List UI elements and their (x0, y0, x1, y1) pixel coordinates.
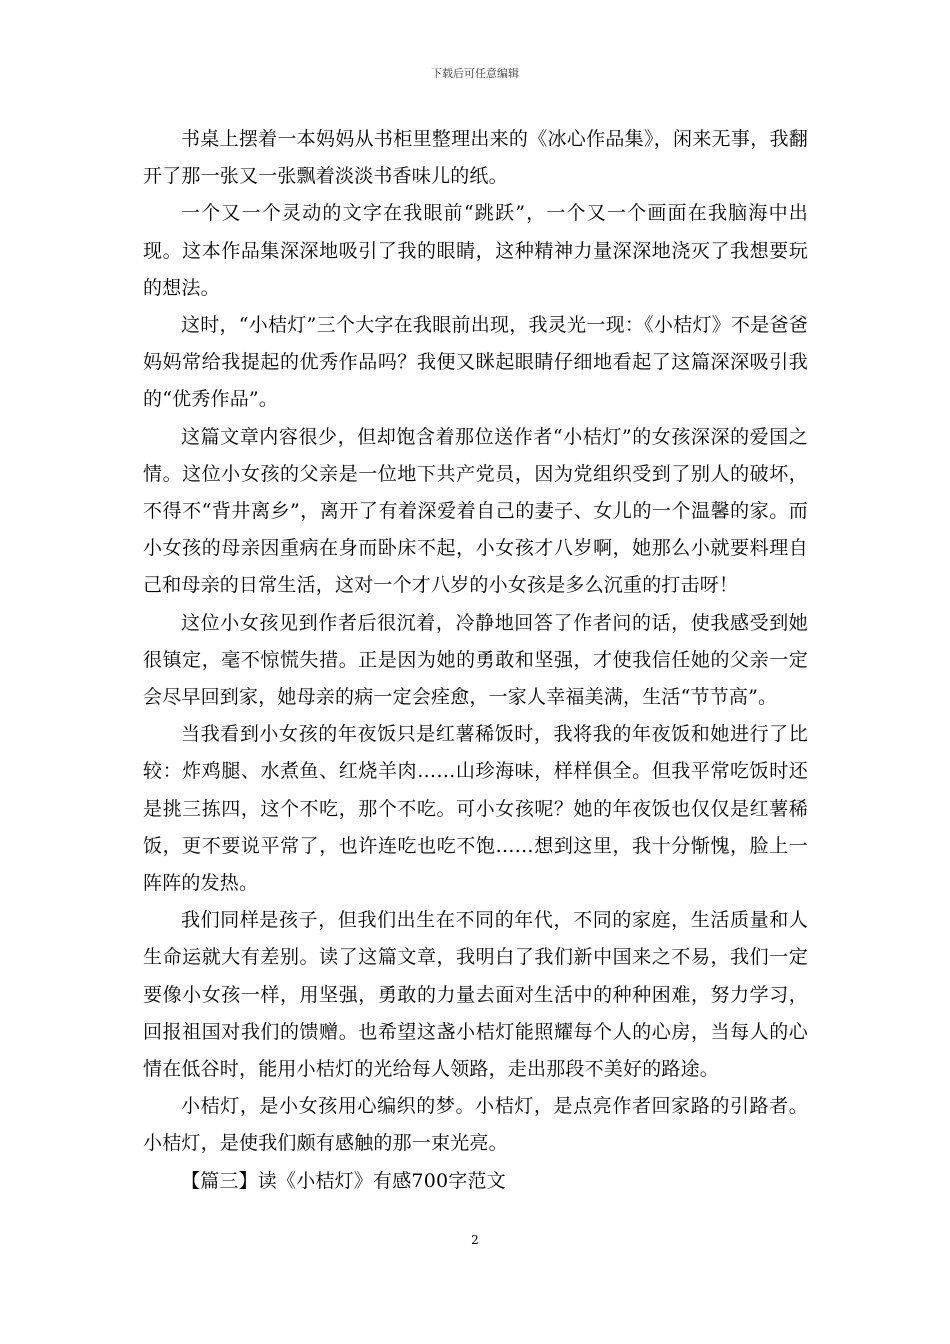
section-heading: 【篇三】读《小桔灯》有感700字范文 (181, 1169, 506, 1192)
paragraph-1: 书桌上摆着一本妈妈从书柜里整理出来的《冰心作品集》，闲来无事，我翻开了那一张又一张飘着淡淡书香味儿的纸。 (143, 128, 808, 188)
page-number: 2 (471, 1233, 479, 1247)
paragraph-8: 小桔灯，是小女孩用心编织的梦。小桔灯，是点亮作者回家路的引路者。小桔灯，是使我们颇有感触的那一束光亮。 (143, 1095, 808, 1155)
paragraph-7: 我们同样是孩子，但我们出生在不同的年代，不同的家庭，生活质量和人生命运就大有差别。读了这篇文章，我明白了我们新中国来之不易，我们一定要像小女孩一样，用坚强，勇敢的力量去面对生活中的种种困难，努力学习，回报祖国对我们的馈赠。也希望这盏小桔灯能照耀每个人的心房，当每人的心情在低谷时，能用小桔灯的光给每人领路，走出那段不美好的路途。 (143, 909, 808, 1081)
page-header: 下载后可任意编辑 (431, 67, 519, 80)
paragraph-2: 一个又一个灵动的文字在我眼前“跳跃”，一个又一个画面在我脑海中出现。这本作品集深深地吸引了我的眼睛，这种精神力量深深地浇灭了我想要玩的想法。 (143, 202, 808, 299)
paragraph-5: 这位小女孩见到作者后很沉着，冷静地回答了作者问的话，使我感受到她很镇定，毫不惊慌失措。正是因为她的勇敢和坚强，才使我信任她的父亲一定会尽早回到家，她母亲的病一定会痊愈，一家人幸福美满，生活“节节高”。 (143, 611, 808, 709)
paragraph-4: 这篇文章内容很少，但却饱含着那位送作者“小桔灯”的女孩深深的爱国之情。这位小女孩的父亲是一位地下共产党员，因为党组织受到了别人的破坏，不得不“背井离乡”，离开了有着深爱着自己的妻子、女儿的一个温馨的家。而小女孩的母亲因重病在身而卧床不起，小女孩才八岁啊，她那么小就要料理自己和母亲的日常生活，这对一个才八岁的小女孩是多么沉重的打击呀！ (143, 425, 808, 597)
paragraph-3: 这时，“小桔灯”三个大字在我眼前出现，我灵光一现：《小桔灯》不是爸爸妈妈常给我提起的优秀作品吗？我便又眯起眼睛仔细地看起了这篇深深吸引我的“优秀作品”。 (143, 314, 808, 411)
document-body (143, 121, 808, 1200)
paragraph-6: 当我看到小女孩的年夜饭只是红薯稀饭时，我将我的年夜饭和她进行了比较：炸鸡腿、水煮鱼、红烧羊肉……山珍海味，样样俱全。但我平常吃饭时还是挑三拣四，这个不吃，那个不吃。可小女孩呢？她的年夜饭也仅仅是红薯稀饭，更不要说平常了，也许连吃也吃不饱……想到这里，我十分惭愧，脸上一阵阵的发热。 (143, 723, 808, 895)
